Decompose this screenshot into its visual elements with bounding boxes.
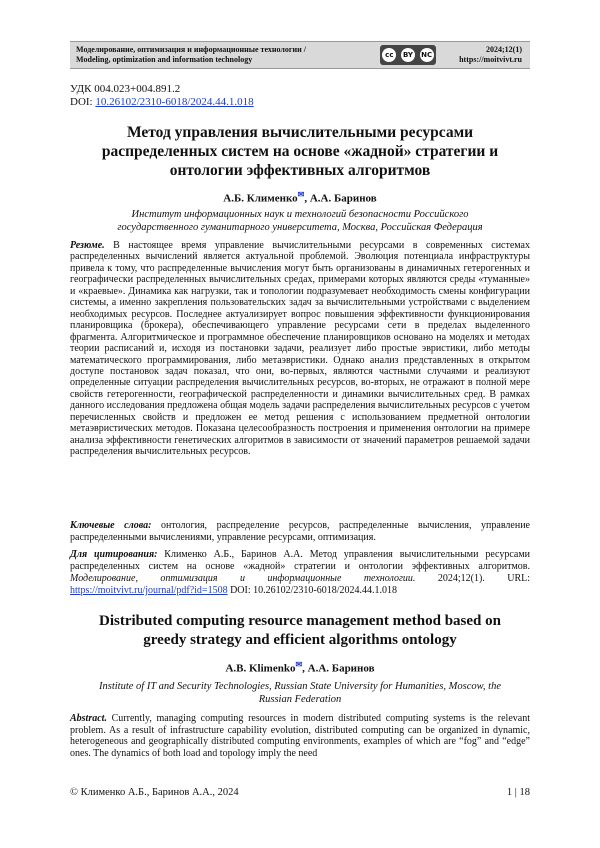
article-page xyxy=(0,0,600,848)
keywords-ru xyxy=(70,520,530,544)
author-2-en: , А.А. Баринов xyxy=(302,663,374,675)
abstract-ru xyxy=(70,240,530,458)
journal-site[interactable]: https://moitvivt.ru xyxy=(459,55,522,65)
citation-tail: 2024;12(1). URL: xyxy=(415,573,530,584)
journal-name-en: Modeling, optimization and information technology xyxy=(76,55,376,65)
article-meta xyxy=(70,83,254,109)
envelope-icon[interactable]: ✉ xyxy=(298,190,305,199)
citation-label: Для цитирования: xyxy=(70,549,157,560)
cc-icon: cc xyxy=(382,48,396,62)
journal-issue xyxy=(459,45,530,65)
doi-link[interactable]: 10.26102/2310-6018/2024.44.1.018 xyxy=(95,96,253,108)
citation-doi: DOI: 10.26102/2310-6018/2024.44.1.018 xyxy=(228,585,397,596)
keywords-label: Ключевые слова: xyxy=(70,520,151,531)
journal-header xyxy=(70,41,530,69)
udc-code: УДК 004.023+004.891.2 xyxy=(70,83,254,96)
journal-name xyxy=(70,45,376,65)
journal-volume: 2024;12(1) xyxy=(459,45,522,55)
article-title-ru: Метод управления вычислительными ресурсами распределенных систем на основе «жадной» стратегии и онтологии эффективных алгоритмов xyxy=(90,123,510,180)
by-icon: BY xyxy=(401,48,415,62)
author-2: , А.А. Баринов xyxy=(304,193,376,205)
citation-text: Клименко А.Б., Баринов А.А. Метод управления вычислительными ресурсами распределенных систем на основе «жадной» стратегии и онтологии эффективных алгоритмов. xyxy=(70,549,530,572)
article-title-en: Distributed computing resource management method based on greedy strategy and efficient algorithms ontology xyxy=(80,612,520,650)
citation-ru xyxy=(70,549,530,597)
envelope-icon[interactable]: ✉ xyxy=(295,660,302,669)
abstract-en xyxy=(70,713,530,760)
affiliation-ru: Институт информационных наук и технологий безопасности Российского государственного гуманитарного университета, Москва, Российская Федерация xyxy=(95,209,505,234)
journal-name-ru: Моделирование, оптимизация и информационные технологии / xyxy=(76,45,376,55)
abstract-text-en: Currently, managing computing resources in modern distributed computing systems is the relevant problem. As a result of infrastructure capability evolution, distributed computing can be organized in dynamic, heterogeneous and geographically distributed computing environments, examples of which are “fog” and “edge” ones. The dynamics of both load and topology imply the need xyxy=(70,713,530,759)
doi-line xyxy=(70,96,254,109)
author-1-en: A.B. Klimenko xyxy=(225,663,295,675)
authors-en xyxy=(70,660,530,675)
abstract-label-ru: Резюме. xyxy=(70,240,105,251)
page-footer xyxy=(70,787,530,798)
cc-license-badge[interactable] xyxy=(380,45,436,65)
authors-ru xyxy=(70,190,530,205)
keywords-text: онтология, распределение ресурсов, распределенные вычисления, управление распределенными вычислениями, управление ресурсами, оптимизация. xyxy=(70,520,530,543)
doi-label: DOI: xyxy=(70,96,95,108)
citation-url-link[interactable]: https://moitvivt.ru/journal/pdf?id=1508 xyxy=(70,585,228,596)
affiliation-en: Institute of IT and Security Technologies, Russian State University for Humanities, Moscow, the Russian Federation xyxy=(85,681,515,706)
abstract-text-ru: В настоящее время управление вычислительными ресурсами в современных системах распределенных вычислений является актуальной проблемой. Эволюция потенциала инфраструктуры привела к тому, что распределенные вычисления могут быть организованы в динамичных гетерогенных и географически распределенных вычислительных средах, примерами которых являются среды «туманные» и «краевые». Динамика как нагрузки, так и топологии подразумевает необходимость смены конфигурации системы, а именно закрепления пользовательских задач за вычислительными устройствами с выделением необходимых ресурсов. Последнее актуализирует вопрос повышения эффективности функционирования планировщика (брокера), обеспечивающего управление ресурсами сети в пределах выделенного фрагмента. Алгоритмическое и программное обеспечение планировщиков основано на моделях и методах теории расписаний и, исходя из постановки задачи, реализует либо простые эвристики, либо методы математического программирования, либо метаэвристики. Однако анализ представленных в открытом доступе постановок задач показал, что они, во-первых, являются частными случаями и реализуют определенные ситуации распределения вычислительных ресурсов, во-вторых, не отражают в полной мере свойств гетерогенности, географической распределенности и динамики вычислительных сред. В рамках данного исследования предложена общая модель задачи распределения вычислительных ресурсов с учетом перечисленных свойств и предложен ее метод решения с использованием предметной онтологии метаэвристических методов. Показана целесообразность построения и применения онтологии на примере анализа эффективности генетических алгоритмов в зависимости от значений параметров решаемой задачи распределения вычислительных ресурсов. xyxy=(70,240,530,457)
page-number: 1 | 18 xyxy=(507,787,530,798)
citation-journal: Моделирование, оптимизация и информационные технологии. xyxy=(70,573,415,584)
author-1: А.Б. Клименко xyxy=(223,193,297,205)
copyright: © Клименко А.Б., Баринов А.А., 2024 xyxy=(70,787,239,798)
nc-icon: NC xyxy=(420,48,434,62)
abstract-label-en: Abstract. xyxy=(70,713,107,724)
